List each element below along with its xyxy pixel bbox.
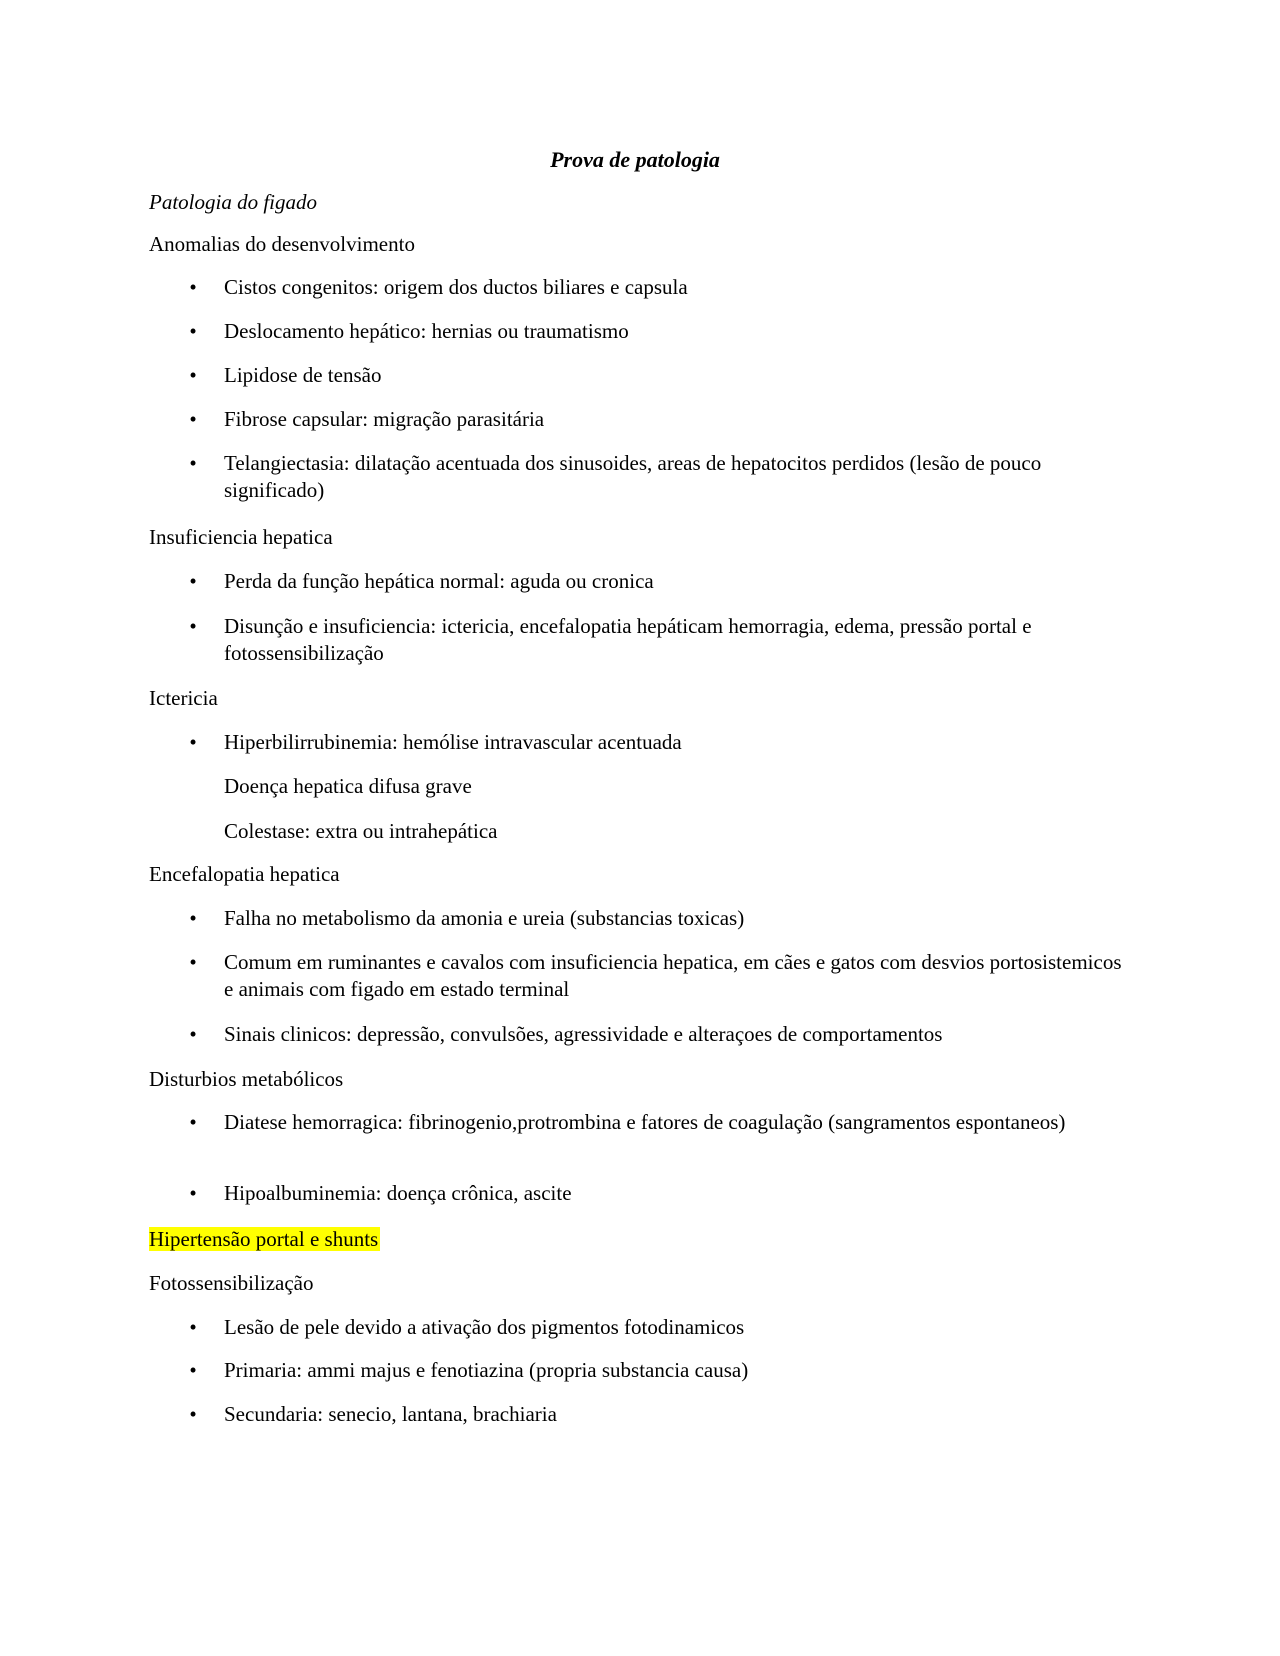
list-item <box>189 1357 1124 1384</box>
list-item-text: Hipoalbuminemia: doença crônica, ascite <box>224 1181 572 1205</box>
section-heading-anomalias: Anomalias do desenvolvimento <box>149 232 415 256</box>
list-item-text: Cistos congenitos: origem dos ductos biliares e capsula <box>224 275 688 299</box>
document-title: Prova de patologia <box>550 147 720 172</box>
list-item <box>189 729 1124 756</box>
list-item <box>189 406 1124 433</box>
list-item <box>189 1401 1124 1428</box>
section-heading-fotossensibilizacao: Fotossensibilização <box>149 1271 314 1295</box>
continuation-line: Doença hepatica difusa grave <box>224 774 472 798</box>
list-item <box>189 568 1124 595</box>
list-item-text: Deslocamento hepático: hernias ou traumatismo <box>224 319 629 343</box>
list-item <box>189 1021 1124 1048</box>
list-item-text: Falha no metabolismo da amonia e ureia (substancias toxicas) <box>224 906 745 930</box>
list-item-text: Secundaria: senecio, lantana, brachiaria <box>224 1402 557 1426</box>
document-subtitle: Patologia do figado <box>149 190 317 214</box>
section-heading-disturbios: Disturbios metabólicos <box>149 1067 344 1091</box>
bullet-icon: • <box>189 407 197 431</box>
continuation-line: Colestase: extra ou intrahepática <box>224 819 498 843</box>
list-item-text: Lesão de pele devido a ativação dos pigmentos fotodinamicos <box>224 1315 745 1339</box>
list-item <box>189 362 1124 389</box>
section-heading-ictericia: Ictericia <box>149 686 218 710</box>
section-heading-hipertensao <box>149 1226 380 1253</box>
list-item-text: Hiperbilirrubinemia: hemólise intravascular acentuada <box>224 730 682 754</box>
bullet-icon: • <box>189 950 197 974</box>
bullet-icon: • <box>189 1358 197 1382</box>
highlighted-text: Hipertensão portal e shunts <box>149 1227 379 1251</box>
bullet-icon: • <box>189 1402 197 1426</box>
bullet-icon: • <box>189 1315 197 1339</box>
bullet-icon: • <box>189 1181 197 1205</box>
list-item <box>189 450 1124 504</box>
bullet-icon: • <box>189 730 197 754</box>
list-item <box>189 318 1124 345</box>
list-item-text: Diatese hemorragica: fibrinogenio,protrombina e fatores de coagulação (sangramentos espontaneos) <box>224 1110 1066 1134</box>
bullet-icon: • <box>189 1110 197 1134</box>
bullet-icon: • <box>189 275 197 299</box>
bullet-icon: • <box>189 319 197 343</box>
bullet-icon: • <box>189 614 197 638</box>
list-item-text: Perda da função hepática normal: aguda ou cronica <box>224 569 654 593</box>
list-item-text: Comum em ruminantes e cavalos com insuficiencia hepatica, em cães e gatos com desvios portosistemicos e animais com figado em estado terminal <box>224 950 1122 1001</box>
list-item-text: Telangiectasia: dilatação acentuada dos sinusoides, areas de hepatocitos perdidos (lesão de pouco significado) <box>224 451 1042 502</box>
bullet-icon: • <box>189 569 197 593</box>
list-item <box>189 1314 1124 1341</box>
bullet-icon: • <box>189 906 197 930</box>
list-item-text: Sinais clinicos: depressão, convulsões, agressividade e alteraçoes de comportamentos <box>224 1022 943 1046</box>
list-item-text: Primaria: ammi majus e fenotiazina (propria substancia causa) <box>224 1358 749 1382</box>
bullet-icon: • <box>189 1022 197 1046</box>
list-item-text: Lipidose de tensão <box>224 363 382 387</box>
bullet-icon: • <box>189 451 197 475</box>
list-item <box>189 905 1124 932</box>
list-item <box>189 613 1124 667</box>
list-item <box>189 949 1124 1003</box>
list-item <box>189 274 1124 301</box>
list-item-text: Disunção e insuficiencia: ictericia, encefalopatia hepáticam hemorragia, edema, pressão portal e fotossensibilização <box>224 614 1032 665</box>
section-heading-encefalopatia: Encefalopatia hepatica <box>149 862 340 886</box>
list-item-text: Fibrose capsular: migração parasitária <box>224 407 545 431</box>
section-heading-insuficiencia: Insuficiencia hepatica <box>149 525 333 549</box>
bullet-icon: • <box>189 363 197 387</box>
list-item <box>189 1109 1124 1136</box>
list-item <box>189 1180 1124 1207</box>
